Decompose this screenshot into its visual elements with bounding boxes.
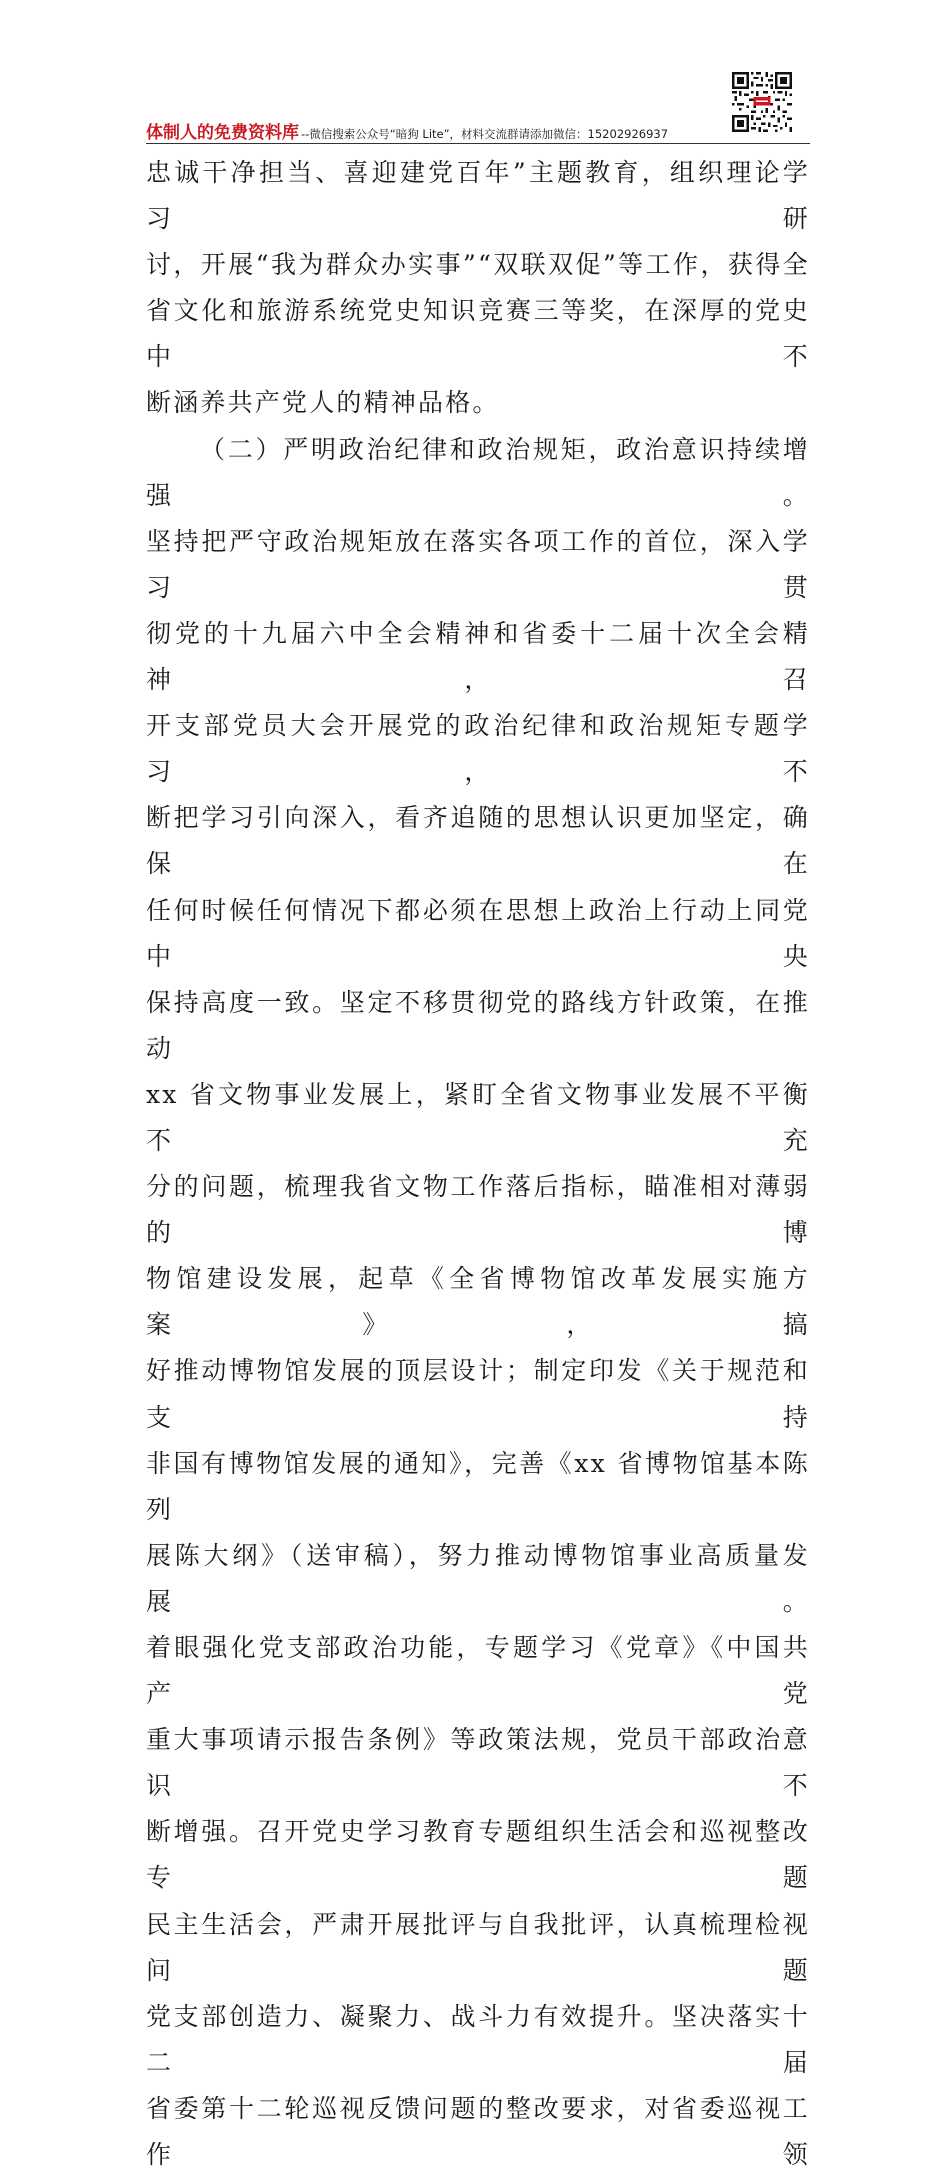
text-line: 好推动博物馆发展的顶层设计；制定印发《关于规范和支持	[146, 1356, 810, 1432]
text-line: 彻党的十九届六中全会精神和省委十二届十次全会精神，召	[146, 618, 810, 695]
text-line: 省委第十二轮巡视反馈问题的整改要求，对省委巡视工作领	[146, 2093, 810, 2170]
text-line: 民主生活会，严肃开展批评与自我批评，认真梳理检视问题	[146, 1909, 810, 1985]
text-line: xx 省文物事业发展上，紧盯全省文物事业发展不平衡不充	[146, 1079, 810, 1155]
text-line: 坚持把严守政治规矩放在落实各项工作的首位，深入学习贯	[146, 526, 810, 602]
section-heading: （二）严明政治纪律和政治规矩，政治意识持续增强。	[146, 434, 810, 510]
text-line: 断涵养共产党人的精神品格。	[146, 388, 500, 418]
text-line: 忠诚干净担当、喜迎建党百年”主题教育，组织理论学习研	[146, 158, 810, 234]
text-line: 讨，开展“我为群众办实事”“双联双促”等工作，获得全	[146, 250, 810, 280]
header-divider	[146, 143, 810, 144]
text-line: 重大事项请示报告条例》等政策法规，党员干部政治意识不	[146, 1725, 810, 1801]
text-line: 分的问题，梳理我省文物工作落后指标，瞄准相对薄弱的博	[146, 1172, 810, 1248]
text-line: 党支部创造力、凝聚力、战斗力有效提升。坚决落实十二届	[146, 2001, 810, 2077]
text-line: 非国有博物馆发展的通知》，完善《xx 省博物馆基本陈列	[146, 1448, 810, 1524]
header-brand: 体制人的免费资料库	[146, 123, 299, 143]
text-line: 任何时候任何情况下都必须在思想上政治上行动上同党中央	[146, 895, 810, 971]
document-body	[146, 150, 810, 2178]
text-line: 保持高度一致。坚定不移贯彻党的路线方针政策，在推动	[146, 987, 810, 1063]
text-line: 省文化和旅游系统党史知识竞赛三等奖，在深厚的党史中不	[146, 296, 810, 372]
text-line: 物馆建设发展，起草《全省博物馆改革发展实施方案》，搞	[146, 1264, 810, 1340]
text-line: 断增强。召开党史学习教育专题组织生活会和巡视整改专题	[146, 1817, 810, 1893]
text-line: 开支部党员大会开展党的政治纪律和政治规矩专题学习，不	[146, 711, 810, 787]
text-line: 着眼强化党支部政治功能，专题学习《党章》《中国共产党	[146, 1633, 810, 1709]
text-line: 展陈大纲》（送审稿），努力推动博物馆事业高质量发展。	[146, 1540, 810, 1616]
text-line: 断把学习引向深入，看齐追随的思想认识更加坚定，确保在	[146, 803, 810, 879]
header-note: --微信搜索公众号“暗狗 Lite”，材料交流群请添加微信：15202926937	[301, 127, 669, 141]
